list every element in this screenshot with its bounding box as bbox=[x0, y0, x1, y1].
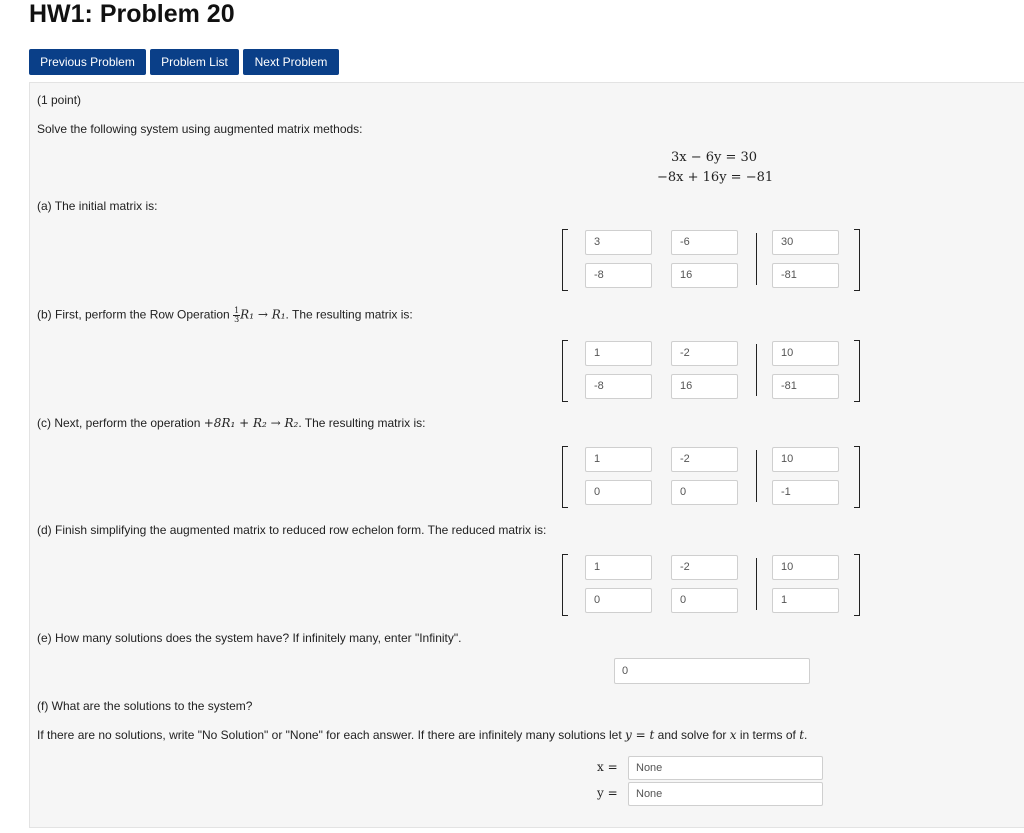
matrix-bracket-right bbox=[854, 446, 860, 508]
matrix-b-r1c2[interactable]: -2 bbox=[671, 341, 738, 366]
problem-panel bbox=[29, 82, 1024, 828]
matrix-c-r2c2[interactable]: 0 bbox=[671, 480, 738, 505]
x-label: x = bbox=[597, 760, 618, 774]
matrix-a-r2c3[interactable]: -81 bbox=[772, 263, 839, 288]
previous-problem-button[interactable]: Previous Problem bbox=[29, 49, 146, 75]
matrix-c-r1c2[interactable]: -2 bbox=[671, 447, 738, 472]
matrix-d-r2c2[interactable]: 0 bbox=[671, 588, 738, 613]
next-problem-button[interactable]: Next Problem bbox=[243, 49, 339, 75]
matrix-bracket-left bbox=[562, 446, 568, 508]
part-a-label: (a) The initial matrix is: bbox=[37, 199, 158, 213]
x-answer-input[interactable]: None bbox=[628, 756, 823, 780]
point-value: (1 point) bbox=[37, 93, 82, 107]
matrix-bracket-left bbox=[562, 554, 568, 616]
matrix-c-r1c1[interactable]: 1 bbox=[585, 447, 652, 472]
part-f-note: If there are no solutions, write "No Solution" or "None" for each answer. If there are infinitely many solutions let y = t and solve for x in terms of t. bbox=[37, 728, 808, 742]
matrix-b-r1c3[interactable]: 10 bbox=[772, 341, 839, 366]
matrix-a-r2c2[interactable]: 16 bbox=[671, 263, 738, 288]
matrix-c-r2c3[interactable]: -1 bbox=[772, 480, 839, 505]
matrix-a-r2c1[interactable]: -8 bbox=[585, 263, 652, 288]
part-e-label: (e) How many solutions does the system have? If infinitely many, enter "Infinity". bbox=[37, 631, 462, 645]
equation-1: 3x − 6y = 30 bbox=[671, 150, 758, 165]
fraction-one-third: $\frac{1}{3}$ bbox=[234, 306, 240, 324]
matrix-bracket-left bbox=[562, 229, 568, 291]
page-title: HW1: Problem 20 bbox=[29, 0, 235, 28]
matrix-d-r1c2[interactable]: -2 bbox=[671, 555, 738, 580]
matrix-d-r2c1[interactable]: 0 bbox=[585, 588, 652, 613]
problem-list-button[interactable]: Problem List bbox=[150, 49, 239, 75]
part-f-label: (f) What are the solutions to the system? bbox=[37, 699, 253, 713]
augment-divider bbox=[756, 558, 757, 610]
solution-count-input[interactable]: 0 bbox=[614, 658, 810, 684]
equation-2: −8x + 16y = −81 bbox=[657, 170, 774, 185]
matrix-b-r1c1[interactable]: 1 bbox=[585, 341, 652, 366]
matrix-bracket-right bbox=[854, 554, 860, 616]
matrix-b-r2c1[interactable]: -8 bbox=[585, 374, 652, 399]
part-c-label: (c) Next, perform the operation +8R₁ + R₂ → R₂. The resulting matrix is: bbox=[37, 416, 426, 430]
matrix-b-r2c2[interactable]: 16 bbox=[671, 374, 738, 399]
instruction-text: Solve the following system using augmented matrix methods: bbox=[37, 122, 363, 136]
matrix-bracket-right bbox=[854, 229, 860, 291]
matrix-bracket-left bbox=[562, 340, 568, 402]
y-label: y = bbox=[597, 786, 618, 800]
augment-divider bbox=[756, 233, 757, 285]
matrix-c-r1c3[interactable]: 10 bbox=[772, 447, 839, 472]
augment-divider bbox=[756, 450, 757, 502]
matrix-a-r1c2[interactable]: -6 bbox=[671, 230, 738, 255]
matrix-bracket-right bbox=[854, 340, 860, 402]
y-answer-input[interactable]: None bbox=[628, 782, 823, 806]
part-d-label: (d) Finish simplifying the augmented matrix to reduced row echelon form. The reduced matrix is: bbox=[37, 523, 547, 537]
matrix-b-r2c3[interactable]: -81 bbox=[772, 374, 839, 399]
matrix-a-r1c1[interactable]: 3 bbox=[585, 230, 652, 255]
matrix-d-r1c3[interactable]: 10 bbox=[772, 555, 839, 580]
matrix-d-r2c3[interactable]: 1 bbox=[772, 588, 839, 613]
matrix-a-r1c3[interactable]: 30 bbox=[772, 230, 839, 255]
matrix-d-r1c1[interactable]: 1 bbox=[585, 555, 652, 580]
matrix-c-r2c1[interactable]: 0 bbox=[585, 480, 652, 505]
part-b-label: (b) First, perform the Row Operation $\frac{1}{3}$ R₁ → R₁. The resulting matrix is: bbox=[37, 306, 413, 324]
augment-divider bbox=[756, 344, 757, 396]
